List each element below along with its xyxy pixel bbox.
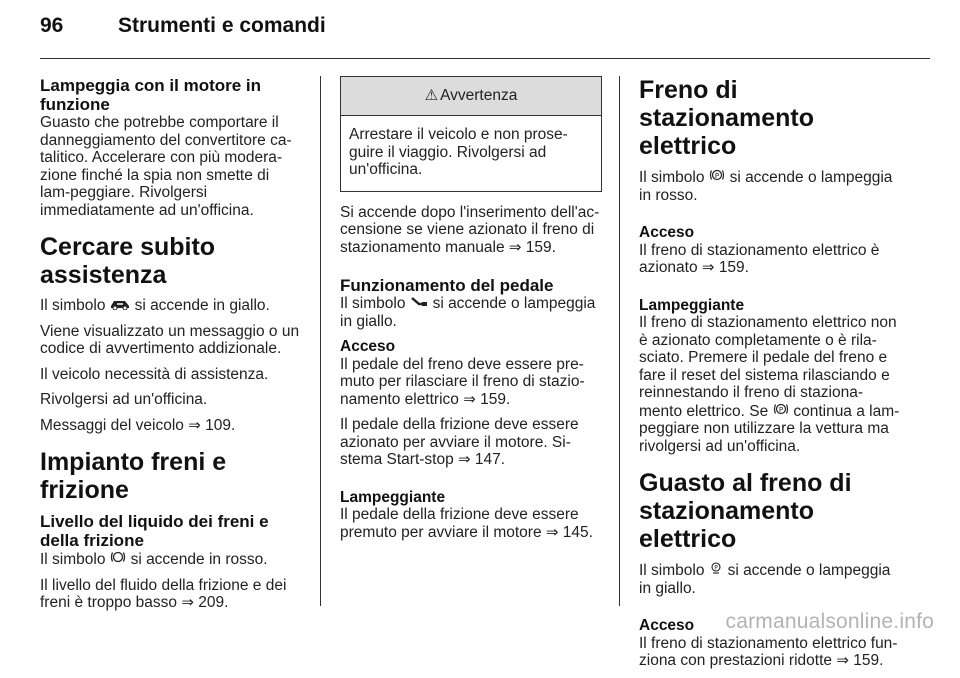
foot-pedal-icon: [410, 294, 433, 312]
label-acceso: Acceso: [639, 617, 695, 634]
watermark: carmanualsonline.info: [725, 610, 934, 633]
paragraph: [639, 168, 901, 204]
warning-header: [341, 77, 601, 116]
text: Il simbolo: [40, 297, 106, 314]
paragraph: [40, 550, 302, 569]
paragraph: [40, 577, 302, 612]
page-ref: 147.: [474, 451, 506, 468]
paragraph: [639, 561, 901, 597]
page-header: [40, 14, 326, 48]
text: Il pedale del freno deve essere pre-muto per rilasciare il freno di stazio-namento elettrico: [340, 355, 585, 408]
column-divider: [320, 76, 321, 606]
text: si accende o lampeggia in giallo.: [639, 562, 891, 597]
warning-triangle-icon: ⚠: [424, 86, 439, 105]
ref-arrow-icon: ⇒: [458, 450, 471, 468]
svg-text:P: P: [778, 405, 783, 414]
page-ref: 159.: [525, 238, 556, 256]
section-title: Freno di stazionamento elettrico: [639, 76, 815, 160]
text: si accende in giallo.: [134, 297, 270, 314]
paragraph: [340, 506, 602, 541]
svg-text:P: P: [713, 564, 718, 572]
text: Il simbolo: [340, 295, 406, 312]
text: Il pedale della frizione deve essere premuto per avviare il motore: [340, 506, 579, 541]
paragraph: [639, 242, 901, 277]
page-ref: 209.: [198, 594, 229, 611]
text: Il freno di stazionamento elettrico non è azionato completamente o è rila-sciato. Premere il pedale del freno e fare il reset del sistema rilasciando e reinnestando il freno di staziona-mento elettrico. Se: [639, 314, 897, 420]
column-1: [40, 76, 302, 620]
page-ref: 109.: [205, 416, 236, 434]
text: Il freno di stazionamento elettrico è azionato: [639, 241, 880, 276]
section-title: Impianto freni e frizione: [40, 448, 227, 504]
ref-arrow-icon: ⇒: [463, 389, 476, 408]
paragraph: [639, 314, 901, 455]
paragraph: [40, 417, 302, 435]
page-ref: 145.: [562, 523, 593, 541]
text: Il livello del fluido della frizione e dei freni è troppo basso: [40, 576, 287, 611]
text: Si accende dopo l'inserimento dell'ac-censione se viene azionato il freno di stazionamento manuale: [340, 203, 600, 256]
text: Il simbolo: [40, 551, 106, 568]
warning-body: Arrestare il veicolo e non prose-guire il viaggio. Rivolgersi ad un'officina.: [349, 126, 568, 178]
text: Messaggi del veicolo: [40, 416, 184, 434]
section-heading: Funzionamento del pedale: [340, 276, 554, 295]
ref-arrow-icon: ⇒: [181, 593, 194, 611]
header-rule: [40, 58, 930, 59]
warning-box: [340, 76, 602, 192]
column-3: [639, 76, 901, 678]
parking-brake-icon: [709, 168, 730, 186]
text: Il freno di stazionamento elettrico fun-ziona con prestazioni ridotte: [639, 634, 898, 669]
page-number: 96: [40, 14, 64, 37]
text: si accende o lampeggia in giallo.: [340, 295, 596, 330]
paragraph: [639, 635, 901, 670]
ref-arrow-icon: ⇒: [508, 237, 522, 256]
section-heading: Lampeggia con il motore in funzione: [40, 76, 262, 114]
ref-arrow-icon: ⇒: [545, 522, 559, 541]
text: Il simbolo: [639, 562, 705, 579]
paragraph: [340, 204, 602, 257]
label-lampeggiante: Lampeggiante: [340, 488, 446, 506]
svg-text:P: P: [714, 171, 719, 180]
page-ref: 159.: [718, 259, 749, 276]
paragraph: Il veicolo necessità di assistenza.: [40, 365, 269, 383]
service-wrench-car-icon: [110, 296, 135, 314]
label-lampeggiante: Lampeggiante: [639, 296, 745, 314]
column-2: [340, 76, 602, 549]
text: Il pedale della frizione deve essere azionato per avviare il motore. Si-stema Start-stop: [340, 416, 579, 468]
text: si accende o lampeggia in rosso.: [639, 169, 893, 204]
text: continua a lam-peggiare non utilizzare la vettura ma rivolgersi ad un'officina.: [639, 402, 900, 455]
warning-title: Avvertenza: [440, 87, 518, 105]
brake-fluid-icon: [110, 550, 131, 568]
paragraph: Rivolgersi ad un'officina.: [40, 391, 208, 408]
label-acceso: Acceso: [340, 338, 396, 355]
text: si accende in rosso.: [130, 551, 268, 568]
paragraph: [340, 356, 602, 409]
column-divider: [619, 76, 620, 606]
parking-brake-icon: [773, 402, 794, 420]
paragraph: [40, 297, 302, 315]
ref-arrow-icon: ⇒: [836, 651, 849, 669]
label-acceso: Acceso: [639, 224, 695, 241]
section-title: Guasto al freno di stazionamento elettrico: [639, 469, 852, 553]
subsection-heading: Livello del liquido dei freni e della frizione: [40, 512, 269, 550]
paragraph: [340, 295, 602, 330]
text: Il simbolo: [639, 169, 705, 186]
ref-arrow-icon: ⇒: [188, 415, 201, 434]
paragraph: Guasto che potrebbe comportare il danneggiamento del convertitore ca-talitico. Accelerare con più modera-zione finché la spia non smette di lam-peggiare. Rivolgersi immediatamente ad un'officina.: [40, 114, 292, 219]
ref-arrow-icon: ⇒: [701, 258, 715, 276]
page-title: Strumenti e comandi: [118, 14, 326, 37]
paragraph: [340, 416, 602, 469]
page-ref: 159.: [480, 390, 511, 408]
parking-brake-fault-icon: [709, 561, 728, 579]
section-title: Cercare subito assistenza: [40, 233, 216, 289]
paragraph: Viene visualizzato un messaggio o un codice di avvertimento addizionale.: [40, 322, 300, 357]
page-ref: 159.: [853, 652, 884, 669]
